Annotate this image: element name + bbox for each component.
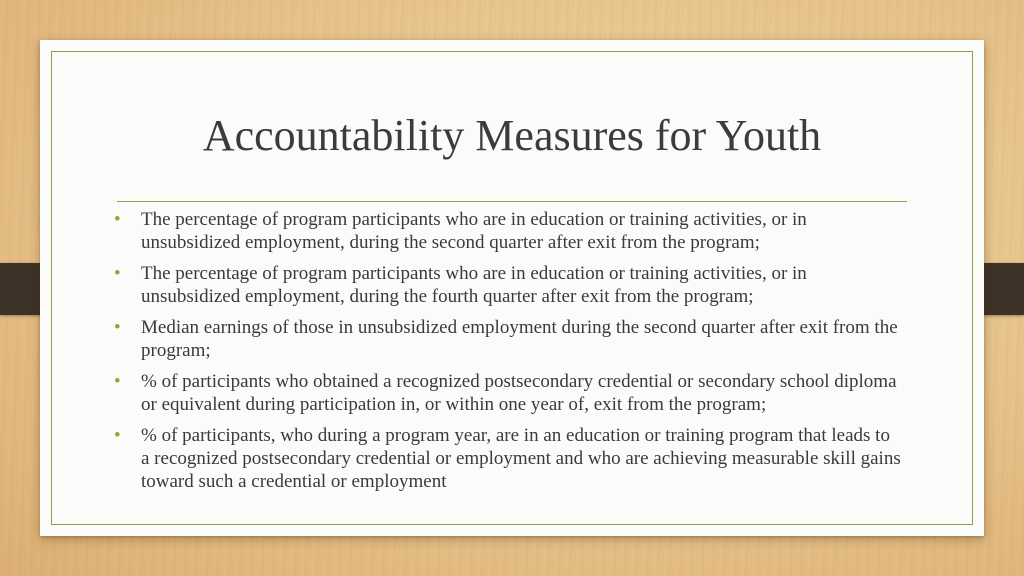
title-divider xyxy=(117,201,907,202)
bullet-item xyxy=(112,316,902,362)
bullet-text: % of participants who obtained a recognized postsecondary credential or secondary school diploma or equivalent during participation in, or within one year of, exit from the program; xyxy=(141,371,897,415)
bullet-dot-icon: • xyxy=(114,425,121,446)
bullet-text: Median earnings of those in unsubsidized employment during the second quarter after exit from the program; xyxy=(141,317,898,361)
bullet-text: The percentage of program participants who are in education or training activities, or in unsubsidized employment, during the fourth quarter after exit from the program; xyxy=(141,263,807,307)
bullet-item xyxy=(112,262,902,308)
bullet-dot-icon: • xyxy=(114,209,121,230)
bullet-item xyxy=(112,424,902,493)
slide-card xyxy=(40,40,984,536)
bullet-list xyxy=(112,208,902,501)
bullet-dot-icon: • xyxy=(114,263,121,284)
bullet-item xyxy=(112,208,902,254)
bullet-text: The percentage of program participants who are in education or training activities, or in unsubsidized employment, during the second quarter after exit from the program; xyxy=(141,209,807,253)
bullet-dot-icon: • xyxy=(114,371,121,392)
bullet-item xyxy=(112,370,902,416)
slide-title: Accountability Measures for Youth xyxy=(202,111,822,160)
bullet-dot-icon: • xyxy=(114,317,121,338)
bullet-text: % of participants, who during a program year, are in an education or training program that leads to a recognized postsecondary credential or employment and who are achieving measurable skill gains toward such a credential or employment xyxy=(141,425,901,492)
